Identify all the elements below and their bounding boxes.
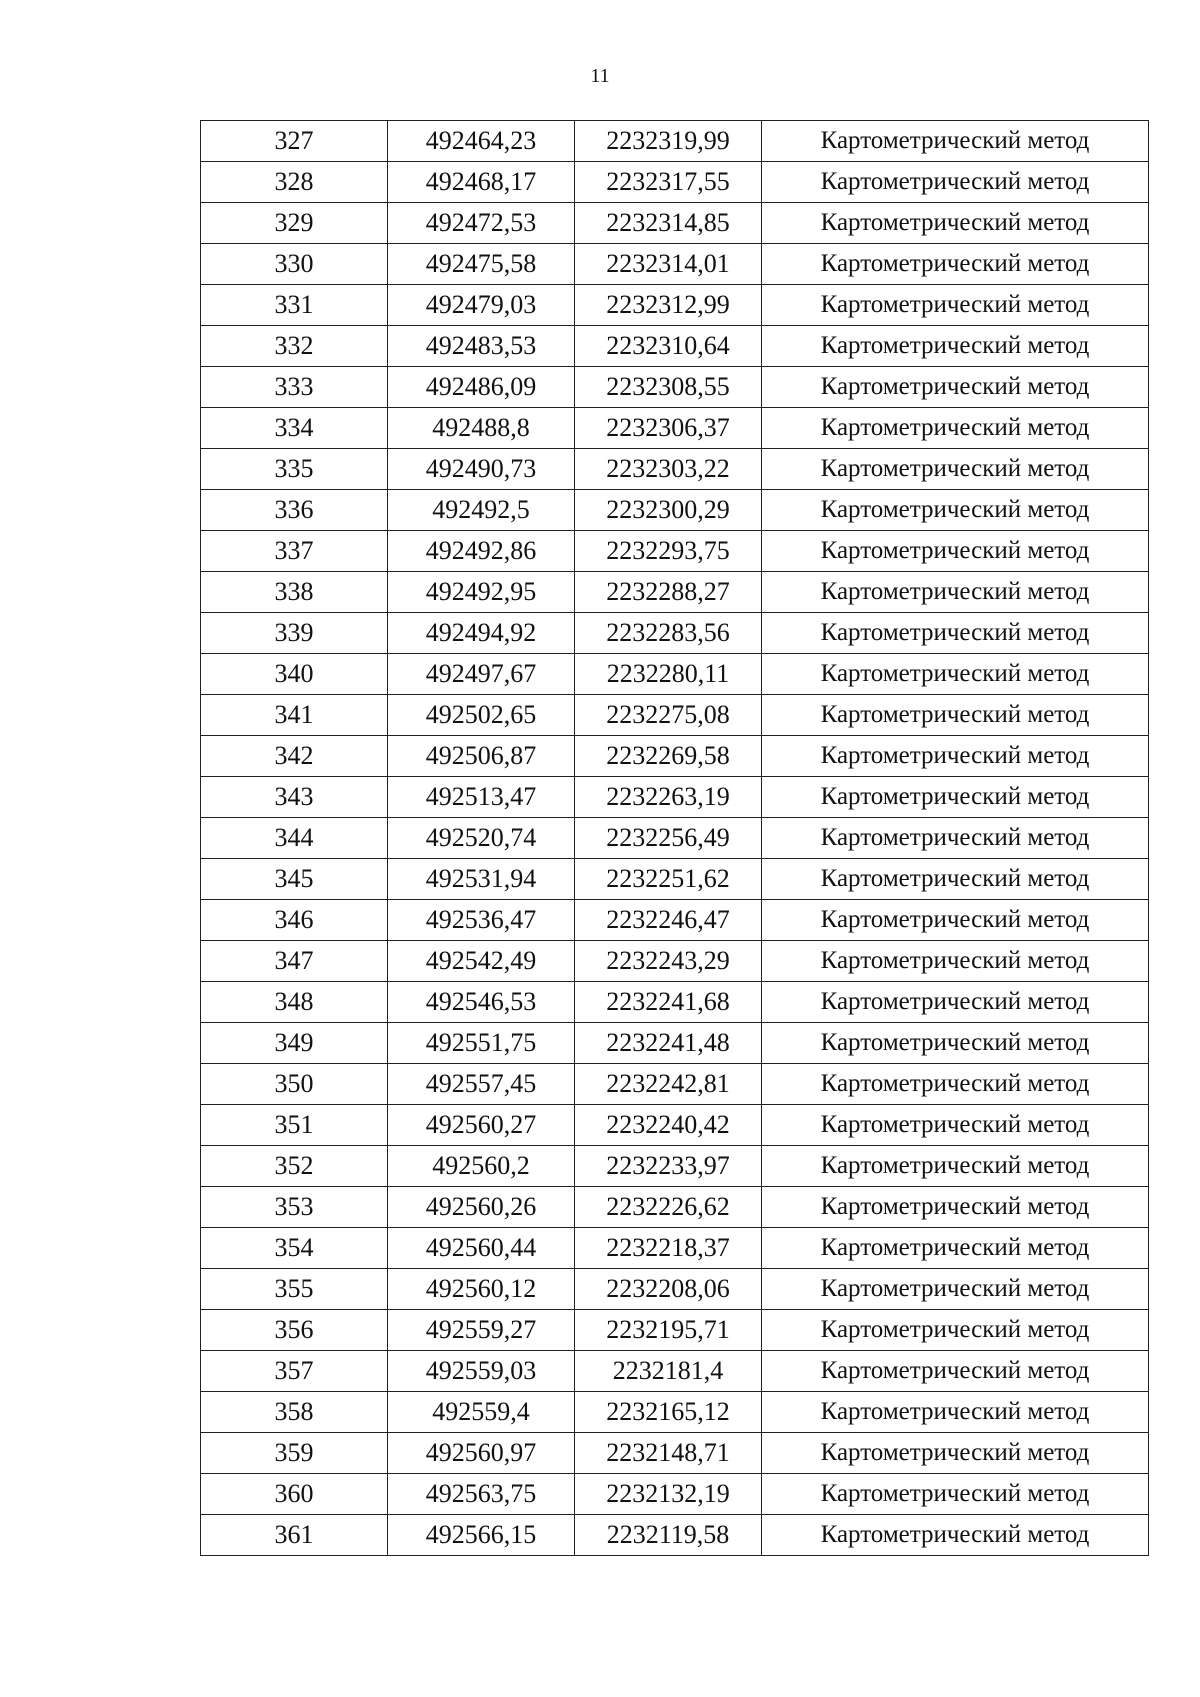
method-cell: Картометрический метод [762, 490, 1149, 531]
table-row [201, 1228, 1149, 1269]
method-cell: Картометрический метод [762, 162, 1149, 203]
method-cell: Картометрический метод [762, 1392, 1149, 1433]
y-coordinate-cell: 2232241,48 [575, 1023, 762, 1064]
x-coordinate-cell: 492560,2 [388, 1146, 575, 1187]
point-number-cell: 333 [201, 367, 388, 408]
x-coordinate-cell: 492492,86 [388, 531, 575, 572]
coordinates-table-body [201, 121, 1149, 1556]
method-cell: Картометрический метод [762, 572, 1149, 613]
x-coordinate-cell: 492506,87 [388, 736, 575, 777]
x-coordinate-cell: 492560,26 [388, 1187, 575, 1228]
point-number-cell: 350 [201, 1064, 388, 1105]
point-number-cell: 339 [201, 613, 388, 654]
coordinates-table [200, 120, 1149, 1556]
method-cell: Картометрический метод [762, 121, 1149, 162]
y-coordinate-cell: 2232241,68 [575, 982, 762, 1023]
table-row [201, 859, 1149, 900]
x-coordinate-cell: 492542,49 [388, 941, 575, 982]
x-coordinate-cell: 492531,94 [388, 859, 575, 900]
point-number-cell: 343 [201, 777, 388, 818]
table-row [201, 982, 1149, 1023]
table-row [201, 777, 1149, 818]
x-coordinate-cell: 492472,53 [388, 203, 575, 244]
table-row [201, 654, 1149, 695]
method-cell: Картометрический метод [762, 900, 1149, 941]
method-cell: Картометрический метод [762, 285, 1149, 326]
y-coordinate-cell: 2232243,29 [575, 941, 762, 982]
y-coordinate-cell: 2232283,56 [575, 613, 762, 654]
table-row [201, 162, 1149, 203]
x-coordinate-cell: 492490,73 [388, 449, 575, 490]
point-number-cell: 354 [201, 1228, 388, 1269]
table-row [201, 1392, 1149, 1433]
y-coordinate-cell: 2232218,37 [575, 1228, 762, 1269]
method-cell: Картометрический метод [762, 1269, 1149, 1310]
x-coordinate-cell: 492560,12 [388, 1269, 575, 1310]
method-cell: Картометрический метод [762, 1310, 1149, 1351]
point-number-cell: 348 [201, 982, 388, 1023]
table-row [201, 818, 1149, 859]
table-row [201, 1187, 1149, 1228]
point-number-cell: 336 [201, 490, 388, 531]
y-coordinate-cell: 2232288,27 [575, 572, 762, 613]
point-number-cell: 349 [201, 1023, 388, 1064]
method-cell: Картометрический метод [762, 244, 1149, 285]
point-number-cell: 355 [201, 1269, 388, 1310]
point-number-cell: 330 [201, 244, 388, 285]
point-number-cell: 360 [201, 1474, 388, 1515]
point-number-cell: 341 [201, 695, 388, 736]
x-coordinate-cell: 492560,44 [388, 1228, 575, 1269]
point-number-cell: 340 [201, 654, 388, 695]
x-coordinate-cell: 492488,8 [388, 408, 575, 449]
y-coordinate-cell: 2232263,19 [575, 777, 762, 818]
y-coordinate-cell: 2232275,08 [575, 695, 762, 736]
table-row [201, 1269, 1149, 1310]
method-cell: Картометрический метод [762, 1105, 1149, 1146]
point-number-cell: 338 [201, 572, 388, 613]
y-coordinate-cell: 2232208,06 [575, 1269, 762, 1310]
x-coordinate-cell: 492464,23 [388, 121, 575, 162]
y-coordinate-cell: 2232251,62 [575, 859, 762, 900]
point-number-cell: 347 [201, 941, 388, 982]
table-row [201, 1105, 1149, 1146]
x-coordinate-cell: 492559,03 [388, 1351, 575, 1392]
x-coordinate-cell: 492559,4 [388, 1392, 575, 1433]
y-coordinate-cell: 2232319,99 [575, 121, 762, 162]
y-coordinate-cell: 2232269,58 [575, 736, 762, 777]
x-coordinate-cell: 492492,5 [388, 490, 575, 531]
x-coordinate-cell: 492560,27 [388, 1105, 575, 1146]
point-number-cell: 344 [201, 818, 388, 859]
y-coordinate-cell: 2232310,64 [575, 326, 762, 367]
y-coordinate-cell: 2232119,58 [575, 1515, 762, 1556]
x-coordinate-cell: 492536,47 [388, 900, 575, 941]
x-coordinate-cell: 492497,67 [388, 654, 575, 695]
y-coordinate-cell: 2232303,22 [575, 449, 762, 490]
x-coordinate-cell: 492494,92 [388, 613, 575, 654]
point-number-cell: 331 [201, 285, 388, 326]
method-cell: Картометрический метод [762, 1351, 1149, 1392]
method-cell: Картометрический метод [762, 531, 1149, 572]
point-number-cell: 335 [201, 449, 388, 490]
table-row [201, 408, 1149, 449]
method-cell: Картометрический метод [762, 654, 1149, 695]
y-coordinate-cell: 2232132,19 [575, 1474, 762, 1515]
method-cell: Картометрический метод [762, 695, 1149, 736]
x-coordinate-cell: 492551,75 [388, 1023, 575, 1064]
table-row [201, 572, 1149, 613]
y-coordinate-cell: 2232246,47 [575, 900, 762, 941]
table-row [201, 1146, 1149, 1187]
y-coordinate-cell: 2232314,85 [575, 203, 762, 244]
x-coordinate-cell: 492479,03 [388, 285, 575, 326]
table-row [201, 531, 1149, 572]
method-cell: Картометрический метод [762, 1515, 1149, 1556]
y-coordinate-cell: 2232226,62 [575, 1187, 762, 1228]
method-cell: Картометрический метод [762, 1146, 1149, 1187]
x-coordinate-cell: 492486,09 [388, 367, 575, 408]
point-number-cell: 361 [201, 1515, 388, 1556]
x-coordinate-cell: 492557,45 [388, 1064, 575, 1105]
table-row [201, 449, 1149, 490]
table-row [201, 695, 1149, 736]
method-cell: Картометрический метод [762, 859, 1149, 900]
table-row [201, 1433, 1149, 1474]
x-coordinate-cell: 492468,17 [388, 162, 575, 203]
y-coordinate-cell: 2232317,55 [575, 162, 762, 203]
table-row [201, 1064, 1149, 1105]
method-cell: Картометрический метод [762, 818, 1149, 859]
method-cell: Картометрический метод [762, 613, 1149, 654]
method-cell: Картометрический метод [762, 203, 1149, 244]
method-cell: Картометрический метод [762, 1023, 1149, 1064]
page-number: 11 [590, 65, 610, 87]
x-coordinate-cell: 492546,53 [388, 982, 575, 1023]
method-cell: Картометрический метод [762, 1228, 1149, 1269]
table-row [201, 1474, 1149, 1515]
y-coordinate-cell: 2232314,01 [575, 244, 762, 285]
x-coordinate-cell: 492560,97 [388, 1433, 575, 1474]
y-coordinate-cell: 2232195,71 [575, 1310, 762, 1351]
y-coordinate-cell: 2232256,49 [575, 818, 762, 859]
method-cell: Картометрический метод [762, 1064, 1149, 1105]
y-coordinate-cell: 2232233,97 [575, 1146, 762, 1187]
table-row [201, 367, 1149, 408]
y-coordinate-cell: 2232306,37 [575, 408, 762, 449]
point-number-cell: 351 [201, 1105, 388, 1146]
table-row [201, 1310, 1149, 1351]
method-cell: Картометрический метод [762, 408, 1149, 449]
y-coordinate-cell: 2232293,75 [575, 531, 762, 572]
table-row [201, 1351, 1149, 1392]
table-row [201, 941, 1149, 982]
x-coordinate-cell: 492483,53 [388, 326, 575, 367]
table-row [201, 244, 1149, 285]
y-coordinate-cell: 2232148,71 [575, 1433, 762, 1474]
point-number-cell: 327 [201, 121, 388, 162]
y-coordinate-cell: 2232242,81 [575, 1064, 762, 1105]
y-coordinate-cell: 2232181,4 [575, 1351, 762, 1392]
table-row [201, 736, 1149, 777]
table-row [201, 326, 1149, 367]
x-coordinate-cell: 492563,75 [388, 1474, 575, 1515]
point-number-cell: 332 [201, 326, 388, 367]
x-coordinate-cell: 492475,58 [388, 244, 575, 285]
point-number-cell: 359 [201, 1433, 388, 1474]
method-cell: Картометрический метод [762, 777, 1149, 818]
point-number-cell: 328 [201, 162, 388, 203]
x-coordinate-cell: 492513,47 [388, 777, 575, 818]
x-coordinate-cell: 492559,27 [388, 1310, 575, 1351]
point-number-cell: 353 [201, 1187, 388, 1228]
point-number-cell: 358 [201, 1392, 388, 1433]
y-coordinate-cell: 2232280,11 [575, 654, 762, 695]
table-row [201, 1515, 1149, 1556]
y-coordinate-cell: 2232165,12 [575, 1392, 762, 1433]
method-cell: Картометрический метод [762, 736, 1149, 777]
point-number-cell: 357 [201, 1351, 388, 1392]
table-row [201, 1023, 1149, 1064]
point-number-cell: 342 [201, 736, 388, 777]
table-row [201, 613, 1149, 654]
table-row [201, 121, 1149, 162]
y-coordinate-cell: 2232300,29 [575, 490, 762, 531]
method-cell: Картометрический метод [762, 941, 1149, 982]
point-number-cell: 346 [201, 900, 388, 941]
table-row [201, 490, 1149, 531]
method-cell: Картометрический метод [762, 1187, 1149, 1228]
table-row [201, 900, 1149, 941]
x-coordinate-cell: 492520,74 [388, 818, 575, 859]
method-cell: Картометрический метод [762, 1474, 1149, 1515]
point-number-cell: 337 [201, 531, 388, 572]
method-cell: Картометрический метод [762, 326, 1149, 367]
x-coordinate-cell: 492502,65 [388, 695, 575, 736]
x-coordinate-cell: 492492,95 [388, 572, 575, 613]
point-number-cell: 329 [201, 203, 388, 244]
y-coordinate-cell: 2232308,55 [575, 367, 762, 408]
point-number-cell: 334 [201, 408, 388, 449]
table-row [201, 203, 1149, 244]
method-cell: Картометрический метод [762, 982, 1149, 1023]
y-coordinate-cell: 2232312,99 [575, 285, 762, 326]
point-number-cell: 356 [201, 1310, 388, 1351]
point-number-cell: 345 [201, 859, 388, 900]
point-number-cell: 352 [201, 1146, 388, 1187]
method-cell: Картометрический метод [762, 367, 1149, 408]
y-coordinate-cell: 2232240,42 [575, 1105, 762, 1146]
method-cell: Картометрический метод [762, 449, 1149, 490]
method-cell: Картометрический метод [762, 1433, 1149, 1474]
table-row [201, 285, 1149, 326]
x-coordinate-cell: 492566,15 [388, 1515, 575, 1556]
